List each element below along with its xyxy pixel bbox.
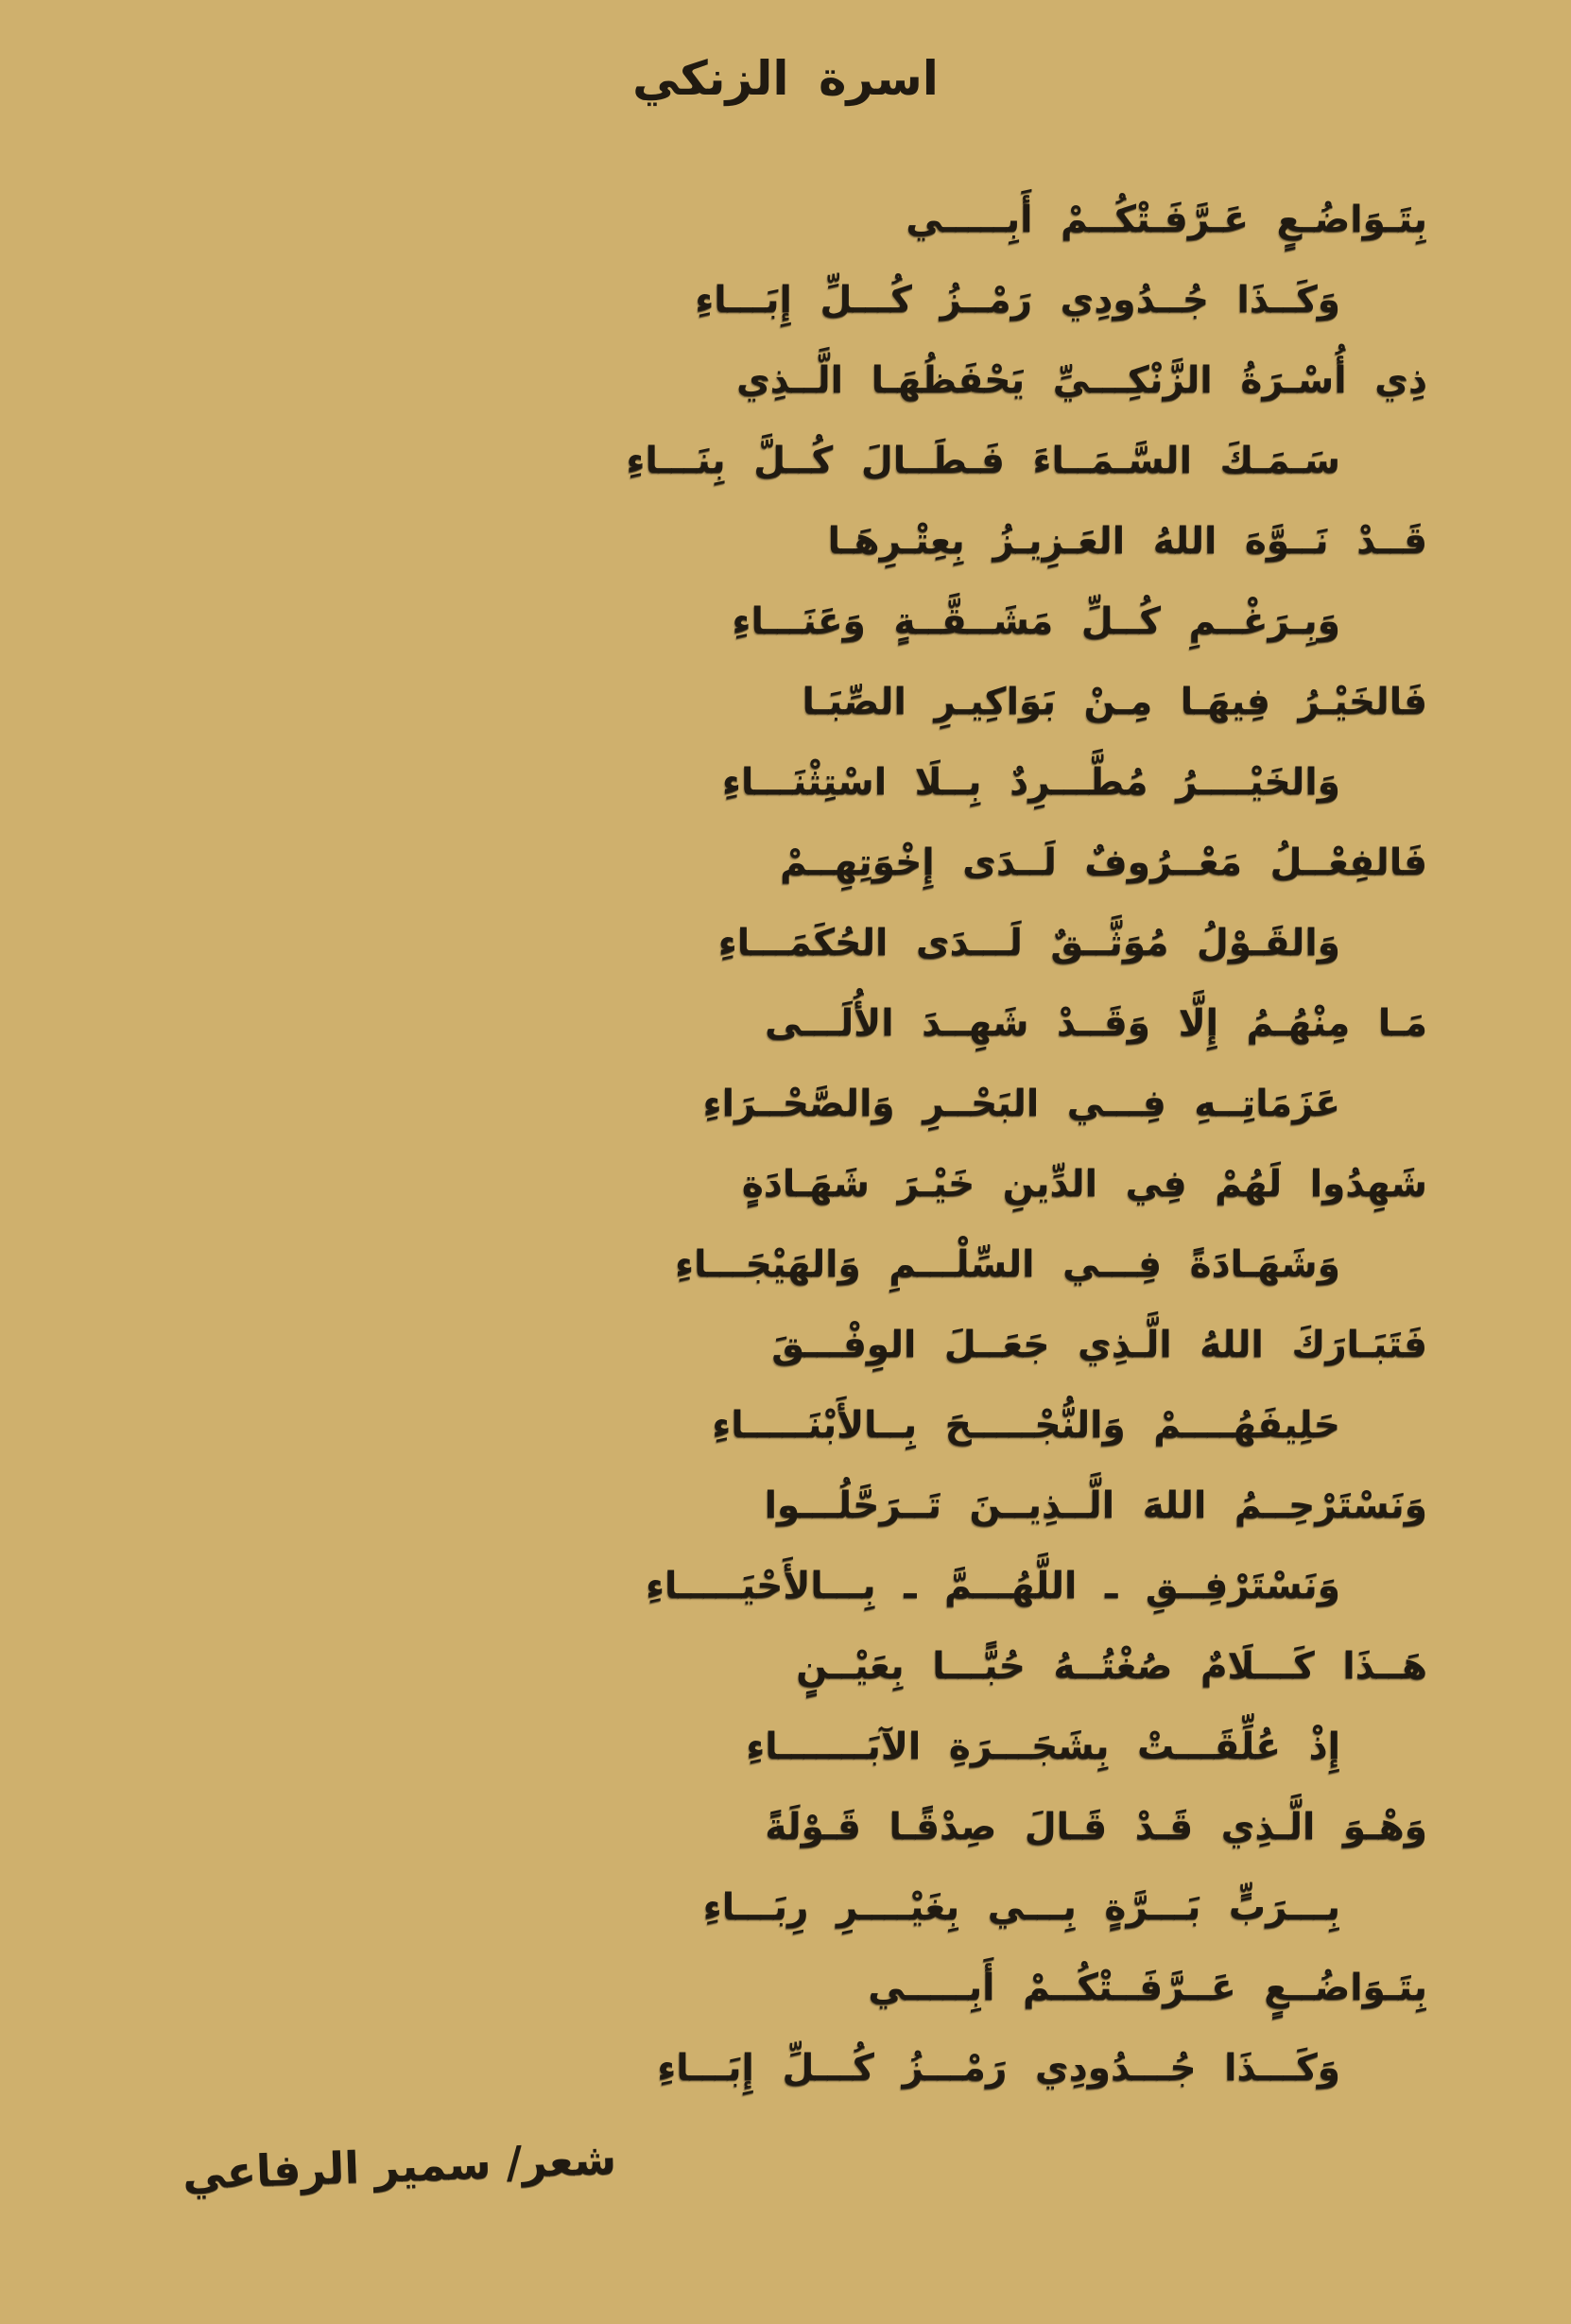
poet-signature: شعر/ سمير الرفاعي [181, 2133, 617, 2199]
poem-line: إِذْ عُلِّقَـــتْ بِشَجَـــرَةِ الآبَـــــــاءِ [746, 1726, 1340, 1768]
poem-line: فَتَبَـارَكَ اللهُ الَّـذِي جَعَــلَ الوِفْـــقَ [771, 1324, 1427, 1366]
poem-line: قَــدْ نَــوَّهَ اللهُ العَـزِيـزُ بِعِتْـرِهَـا [827, 520, 1427, 563]
poem-line: وَكَــذَا جُــدُودِي رَمْــزُ كُـــلِّ إِبَـــاءِ [695, 279, 1340, 321]
poem-line: مَـا مِنْهُـمُ إِلَّا وَقَــدْ شَهِــدَ الأُلَـــى [765, 1002, 1427, 1045]
poem-line: شَهِدُوا لَهُمْ فِي الدِّينِ خَيْـرَ شَهَـادَةٍ [741, 1163, 1427, 1205]
poem-line: بِـــرَبٍّ بَـــرَّةٍ بِـــي بِغَيْــــرِ رِبَـــاءِ [702, 1886, 1340, 1929]
poem-line: ذِي أُسْـرَةُ الزَّنْكِـــيِّ يَحْفَظُهَـا الَّــذِي [736, 359, 1427, 402]
poem-line: حَلِيفَهُــــمْ وَالنُّجْـــــحَ بِــالأَبْنَـــــاءِ [712, 1404, 1340, 1447]
poem-line: وَهْـوَ الَّـذِي قَـدْ قَـالَ صِدْقًـا قَـوْلَةً [765, 1806, 1427, 1848]
poem-line: سَـمَـكَ السَّـمَــاءَ فَـطَــالَ كُــلَّ بِنَـــاءِ [626, 440, 1340, 482]
poem-line: فَالفِعْــلُ مَعْــرُوفٌ لَــدَى إِخْوَتِهِــمْ [780, 841, 1427, 884]
poem-line: وَشَهَـادَةً فِـــي السِّلْـــمِ وَالهَيْجَـــاءِ [675, 1243, 1340, 1286]
poem-line: وَنَسْتَرْفِــقِ ـ اللَّهُـــمَّ ـ بِـــالأَحْيَـــــاءِ [646, 1565, 1340, 1607]
poem-line: وَالخَيْــــرُ مُطَّـــرِدٌ بِــلَا اسْتِثْنَـــاءِ [722, 761, 1340, 804]
poem [0, 180, 1571, 2108]
poem-line: عَزَمَاتِــهِ فِـــي البَحْــرِ وَالصَّحْــرَاءِ [702, 1083, 1340, 1125]
poem-line: وَكَـــذَا جُـــدُودِي رَمْـــزُ كُـــلِّ إِبَـــاءِ [657, 2047, 1340, 2090]
poem-title: اسرة الزنكي [632, 51, 939, 106]
poem-line: فَالخَيْـرُ فِيهَـا مِـنْ بَوَاكِيـرِ الصِّبَـا [802, 681, 1427, 723]
poem-line: هَــذَا كَـــلَامٌ صُغْتُــهُ حُبًّـــا بِعَيْــنٍ [796, 1645, 1427, 1688]
poem-line: بِتَـوَاضُـعٍ عَـرَّفَـتْكُــمْ أَبِـــــي [906, 199, 1427, 241]
poem-line: وَبِـرَغْــمِ كُــلِّ مَشَــقَّــةٍ وَعَنَـــاءِ [732, 600, 1340, 643]
poem-line: بِتَـوَاضُــعٍ عَــرَّفَــتْكُــمْ أَبِـــــي [868, 1967, 1427, 2009]
poem-line: وَالقَـوْلُ مُوَثَّــقٌ لَـــدَى الحُكَمَـــاءِ [717, 922, 1340, 964]
poem-line: وَنَسْتَرْحِــمُ اللهَ الَّــذِيــنَ تَــرَحَّلُـــوا [764, 1484, 1427, 1527]
